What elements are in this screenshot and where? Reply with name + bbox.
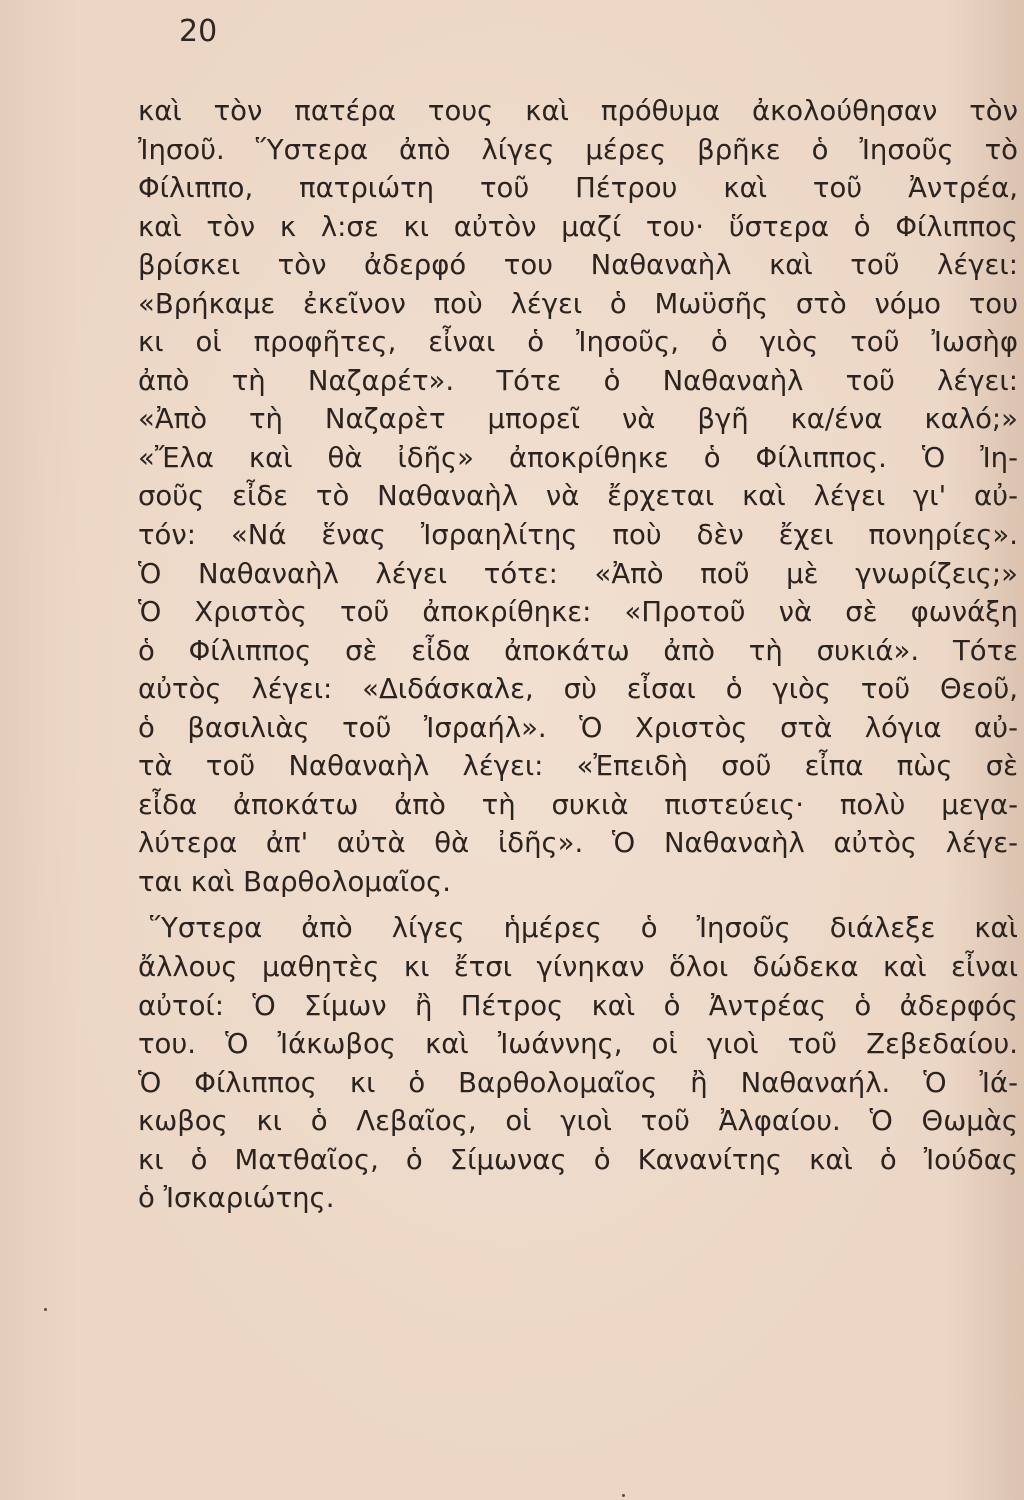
- text-line: ἀπὸ τὴ Ναζαρέτ». Τότε ὁ Ναθαναὴλ τοῦ λέγει:: [138, 364, 1018, 397]
- text-line: Φίλιππο, πατριώτη τοῦ Πέτρου καὶ τοῦ Ἀντρέα,: [138, 172, 1018, 205]
- text-line: βρίσκει τὸν ἀδερφό του Ναθαναὴλ καὶ τοῦ λέγει:: [138, 249, 1018, 282]
- text-line: εἶδα ἀποκάτω ἀπὸ τὴ συκιὰ πιστεύεις· πολὺ μεγα-: [138, 788, 1018, 821]
- body-text: [138, 92, 1018, 1218]
- paragraph-2: [138, 909, 1018, 1217]
- text-line: καὶ τὸν πατέρα τους καὶ πρόθυμα ἀκολούθησαν τὸν: [138, 95, 1018, 127]
- text-line: σοῦς εἶδε τὸ Ναθαναὴλ νὰ ἔρχεται καὶ λέγει γι' αὐ-: [138, 480, 1018, 513]
- text-line: Ὕστερα ἀπὸ λίγες ἡμέρες ὁ Ἰησοῦς διάλεξε καὶ: [150, 912, 1018, 945]
- text-line: Ὁ Ναθαναὴλ λέγει τότε: «Ἀπὸ ποῦ μὲ γνωρίζεις;»: [138, 557, 1018, 590]
- text-line: ται καὶ Βαρθολομαῖος.: [138, 865, 451, 898]
- paragraph-1: [138, 92, 1018, 901]
- text-line: «Ἔλα καὶ θὰ ἰδῆς» ἀποκρίθηκε ὁ Φίλιππος. Ὁ Ἰη-: [138, 441, 1018, 474]
- text-line: ὁ Ἰσκαριώτης.: [138, 1182, 335, 1215]
- text-line: καὶ τὸν κ λ:σε κι αὐτὸν μαζί του· ὕστερα ὁ Φίλιππος: [138, 210, 1018, 243]
- text-line: Ὁ Χριστὸς τοῦ ἀποκρίθηκε: «Προτοῦ νὰ σὲ φωνάξη: [138, 596, 1018, 629]
- text-line: λύτερα ἀπ' αὐτὰ θὰ ἰδῆς». Ὁ Ναθαναὴλ αὐτὸς λέγε-: [138, 827, 1018, 860]
- text-line: Ὁ Φίλιππος κι ὁ Βαρθολομαῖος ἢ Ναθαναήλ. Ὁ Ἰά-: [138, 1066, 1018, 1099]
- text-line: τόν: «Νά ἕνας Ἰσραηλίτης ποὺ δὲν ἔχει πονηρίες».: [138, 519, 1018, 552]
- paper-speck: [622, 1494, 625, 1497]
- paper-speck: [44, 1308, 47, 1311]
- page-number: 20: [179, 14, 218, 49]
- text-line: κωβος κι ὁ Λεβαῖος, οἱ γιοὶ τοῦ Ἀλφαίου. Ὁ Θωμὰς: [138, 1105, 1018, 1138]
- text-line: «Ἀπὸ τὴ Ναζαρὲτ μπορεῖ νὰ βγῆ κα/ένα καλό;»: [138, 403, 1018, 436]
- text-line: κι ὁ Ματθαῖος, ὁ Σίμωνας ὁ Κανανίτης καὶ ὁ Ἰούδας: [138, 1143, 1018, 1176]
- text-line: αὐτὸς λέγει: «Διδάσκαλε, σὺ εἶσαι ὁ γιὸς τοῦ Θεοῦ,: [138, 673, 1018, 706]
- text-line: «Βρήκαμε ἐκεῖνον ποὺ λέγει ὁ Μωϋσῆς στὸ νόμο του: [138, 287, 1018, 320]
- text-line: αὐτοί: Ὁ Σίμων ἢ Πέτρος καὶ ὁ Ἀντρέας ὁ ἀδερφός: [138, 989, 1018, 1022]
- text-line: ὁ Φίλιππος σὲ εἶδα ἀποκάτω ἀπὸ τὴ συκιά». Τότε: [138, 634, 1018, 667]
- paragraph-gap: [138, 901, 1018, 909]
- text-line: του. Ὁ Ἰάκωβος καὶ Ἰωάννης, οἱ γιοὶ τοῦ Ζεβεδαίου.: [138, 1028, 1018, 1061]
- text-line: τὰ τοῦ Ναθαναὴλ λέγει: «Ἐπειδὴ σοῦ εἶπα πὼς σὲ: [138, 750, 1018, 783]
- text-line: κι οἱ προφῆτες, εἶναι ὁ Ἰησοῦς, ὁ γιὸς τοῦ Ἰωσὴφ: [138, 326, 1018, 359]
- text-line: ἄλλους μαθητὲς κι ἔτσι γίνηκαν ὅλοι δώδεκα καὶ εἶναι: [138, 951, 1018, 984]
- text-line: Ἰησοῦ. Ὕστερα ἀπὸ λίγες μέρες βρῆκε ὁ Ἰησοῦς τὸ: [138, 133, 1018, 166]
- text-line: ὁ βασιλιὰς τοῦ Ἰσραήλ». Ὁ Χριστὸς στὰ λόγια αὐ-: [138, 711, 1018, 744]
